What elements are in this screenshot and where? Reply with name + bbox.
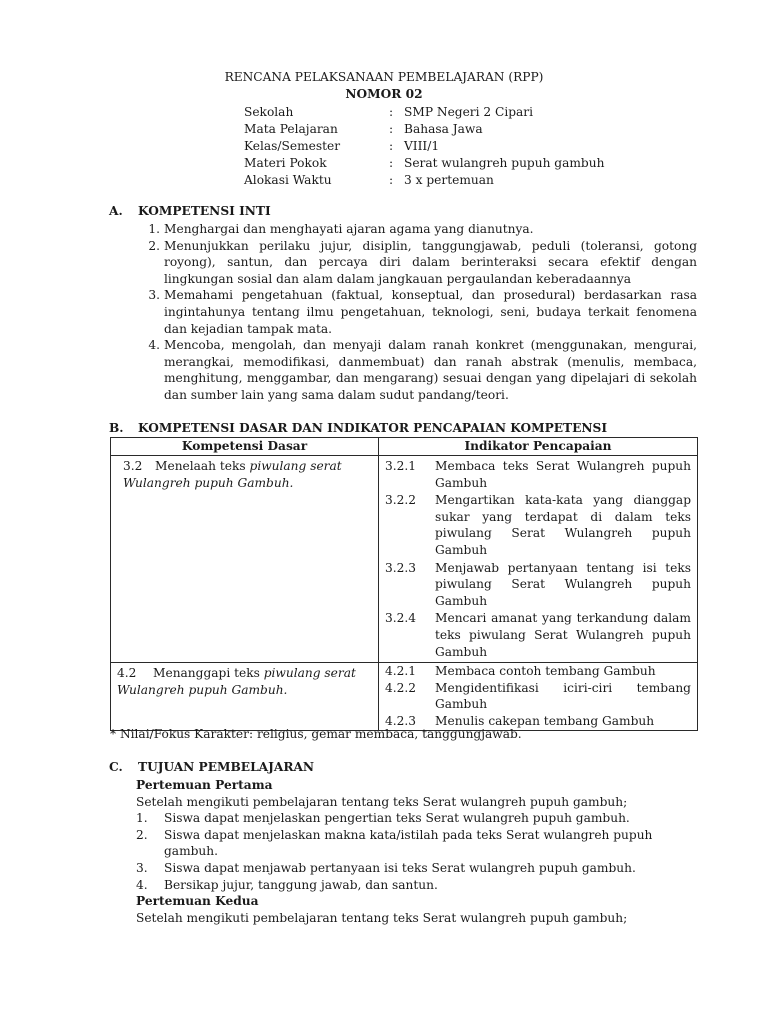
indicator-number: 4.2.2 — [385, 680, 417, 695]
indicator-item — [385, 680, 691, 713]
indicator-number: 3.2.2 — [385, 493, 417, 508]
info-colon: : — [389, 173, 394, 187]
indicator-list — [379, 663, 697, 729]
info-label: Alokasi Waktu — [244, 173, 332, 187]
indicator-text: Membaca contoh tembang Gambuh — [435, 664, 656, 679]
info-label: Kelas/Semester — [244, 139, 341, 153]
column-header: Indikator Pencapaian — [379, 438, 698, 456]
list-item — [136, 860, 697, 877]
column-header: Kompetensi Dasar — [111, 438, 379, 456]
section-letter: C. — [109, 760, 123, 774]
list-text: Bersikap jujur, tanggung jawab, dan santun. — [164, 877, 438, 892]
indicator-item — [385, 492, 691, 558]
indicator-number: 4.2.3 — [385, 713, 417, 728]
list-number: 3. — [136, 860, 148, 875]
info-label: Materi Pokok — [244, 156, 327, 170]
list-item — [136, 827, 697, 860]
info-row — [244, 138, 664, 155]
list-item — [136, 337, 697, 403]
table-cell — [111, 456, 379, 663]
section-title: TUJUAN PEMBELAJARAN — [138, 760, 315, 774]
list-text: Siswa dapat menjelaskan makna kata/istilah pada teks Serat wulangreh pupuh gambuh. — [164, 827, 653, 859]
kd-text — [111, 663, 378, 700]
info-value: SMP Negeri 2 Cipari — [404, 105, 534, 119]
indicator-item — [385, 560, 691, 610]
list-number: 3. — [148, 288, 160, 303]
list-text: Siswa dapat menjawab pertanyaan isi teks Serat wulangreh pupuh gambuh. — [164, 860, 636, 875]
list-number: 1. — [136, 811, 148, 826]
kompetensi-inti-list — [136, 221, 697, 404]
tujuan-pembelajaran — [136, 777, 697, 926]
info-colon: : — [389, 156, 394, 170]
list-item — [136, 238, 697, 288]
indicator-text: Mengartikan kata-kata yang dianggap sukar yang terdapat di dalam teks piwulang Serat Wulangreh pupuh Gambuh — [435, 493, 691, 557]
table-cell — [379, 456, 698, 663]
list-text: Memahami pengetahuan (faktual, konseptual, dan prosedural) berdasarkan rasa ingintahunya tentang ilmu pengetahuan, teknologi, seni, budaya terkait fenomena dan kejadian tampak mata. — [164, 288, 697, 336]
indicator-number: 3.2.4 — [385, 611, 417, 626]
meeting-title: Pertemuan Pertama — [136, 778, 273, 792]
info-row — [244, 104, 664, 121]
info-value: 3 x pertemuan — [404, 173, 494, 187]
list-text: Menghargai dan menghayati ajaran agama yang dianutnya. — [164, 222, 534, 236]
indicator-number: 4.2.1 — [385, 664, 417, 679]
section-title: KOMPETENSI INTI — [138, 204, 271, 218]
list-item — [136, 810, 697, 827]
indicator-number: 3.2.1 — [385, 459, 417, 473]
indicator-item — [385, 458, 691, 491]
list-item — [136, 221, 697, 238]
table-cell — [379, 663, 698, 730]
list-number: 1. — [148, 222, 160, 236]
kd-number: 4.2 — [117, 666, 137, 681]
info-colon: : — [389, 122, 394, 136]
section-b-heading — [109, 421, 607, 436]
table-cell — [111, 663, 379, 730]
list-text: Mencoba, mengolah, dan menyaji dalam ranah konkret (menggunakan, mengurai, merangkai, memodifikasi, danmembuat) dan ranah abstrak (menulis, membaca, menghitung, menggambar, dan mengarang) sesuai dengan yang dipelajari di sekolah dan sumber lain yang sama dalam sudut pandang/teori. — [164, 338, 697, 402]
info-colon: : — [389, 105, 394, 119]
kd-text — [111, 456, 378, 493]
table-row — [111, 663, 698, 730]
kd-italic-text: piwulang serat Wulangreh pupuh Gambuh. — [123, 459, 342, 490]
kd-italic-text: piwulang serat Wulangreh pupuh Gambuh. — [117, 666, 356, 697]
info-table — [244, 104, 664, 189]
indicator-text: Menulis cakepan tembang Gambuh — [435, 713, 655, 728]
list-item — [136, 287, 697, 337]
meeting-title: Pertemuan Kedua — [136, 894, 259, 909]
info-colon: : — [389, 139, 394, 153]
indicator-number: 3.2.3 — [385, 560, 417, 575]
indicator-list — [379, 456, 697, 662]
meeting-intro: Setelah mengikuti pembelajaran tentang teks Serat wulangreh pupuh gambuh; — [136, 910, 628, 925]
indicator-item — [385, 663, 691, 680]
indicator-text: Mengidentifikasi iciri-ciri tembang Gambuh — [435, 680, 691, 712]
kd-table — [110, 437, 698, 731]
indicator-item — [385, 610, 691, 660]
section-a-heading — [109, 204, 271, 219]
list-text: Menunjukkan perilaku jujur, disiplin, tanggungjawab, peduli (toleransi, gotong royong), santun, dan percaya diri dalam berinteraksi secara efektif dengan lingkungan sosial dan alam dalam jangkauan pergaulandan keberadaannya — [164, 238, 697, 286]
info-value: Serat wulangreh pupuh gambuh — [404, 156, 605, 170]
indicator-text: Membaca teks Serat Wulangreh pupuh Gambuh — [435, 459, 691, 490]
kd-description: Menanggapi teks — [153, 666, 264, 681]
info-row — [244, 121, 664, 138]
info-label: Mata Pelajaran — [244, 122, 338, 136]
character-note: * Nilai/Fokus Karakter: religius, gemar membaca, tanggungjawab. — [110, 727, 522, 741]
table-row — [111, 456, 698, 663]
list-text: Siswa dapat menjelaskan pengertian teks Serat wulangreh pupuh gambuh. — [164, 811, 630, 826]
list-item — [136, 877, 697, 894]
info-value: Bahasa Jawa — [404, 122, 483, 136]
section-letter: B. — [109, 421, 124, 435]
list-number: 2. — [136, 827, 148, 842]
kd-number: 3.2 — [123, 459, 143, 473]
list-number: 2. — [148, 238, 160, 253]
section-letter: A. — [109, 204, 123, 218]
section-c-heading — [109, 760, 314, 775]
list-number: 4. — [136, 877, 148, 892]
info-row — [244, 172, 664, 189]
section-title: KOMPETENSI DASAR DAN INDIKATOR PENCAPAIAN KOMPETENSI — [138, 421, 608, 435]
info-value: VIII/1 — [404, 139, 440, 153]
kd-description: Menelaah teks — [155, 459, 250, 473]
info-label: Sekolah — [244, 105, 294, 119]
list-number: 4. — [148, 338, 160, 353]
meeting-intro: Setelah mengikuti pembelajaran tentang teks Serat wulangreh pupuh gambuh; — [136, 794, 628, 809]
table-header-row — [111, 438, 698, 456]
document-title: RENCANA PELAKSANAAN PEMBELAJARAN (RPP) — [224, 70, 544, 84]
document-number: NOMOR 02 — [345, 87, 423, 101]
indicator-text: Menjawab pertanyaan tentang isi teks piwulang Serat Wulangreh pupuh Gambuh — [435, 560, 691, 608]
info-row — [244, 155, 664, 172]
indicator-text: Mencari amanat yang terkandung dalam teks piwulang Serat Wulangreh pupuh Gambuh — [435, 611, 691, 659]
